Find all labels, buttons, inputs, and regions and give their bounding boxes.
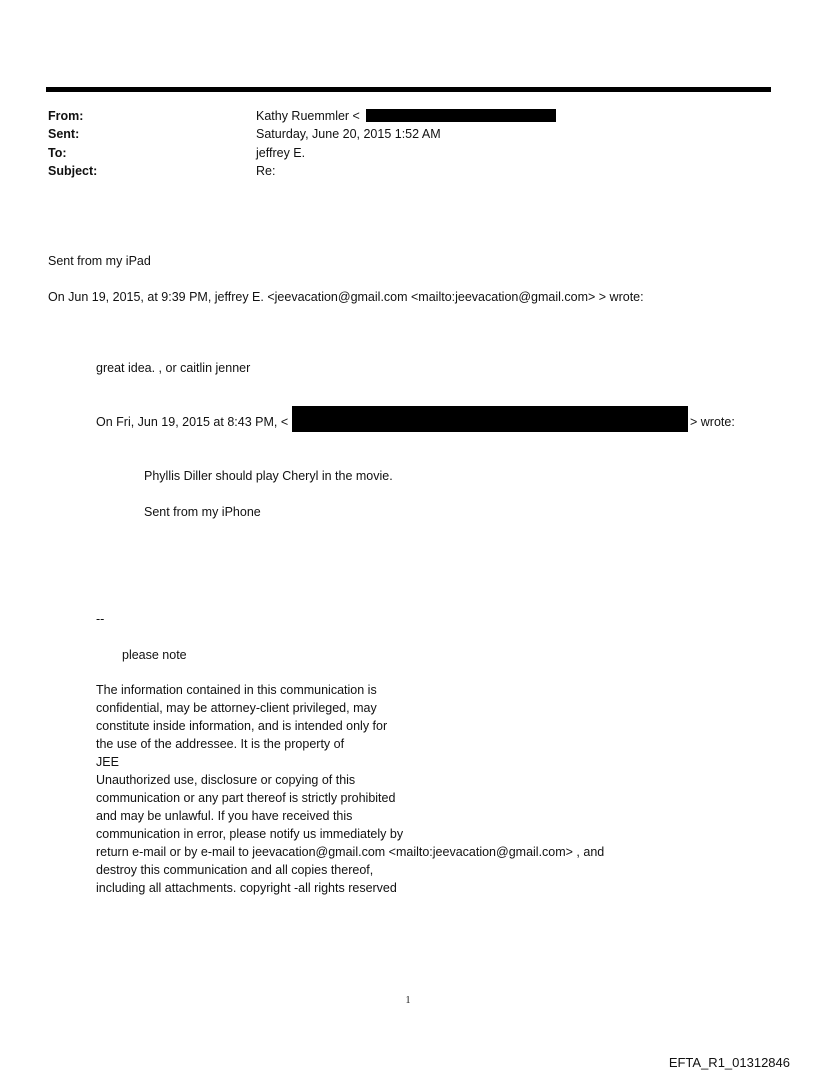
disclaimer-line: constitute inside information, and is intended only for <box>96 719 388 733</box>
sent-label: Sent: <box>48 127 80 141</box>
sent-from-iphone: Sent from my iPhone <box>144 505 261 519</box>
subject-label: Subject: <box>48 164 98 178</box>
from-value: Kathy Ruemmler < <box>256 109 360 123</box>
quote-header-1: On Jun 19, 2015, at 9:39 PM, jeffrey E. <jeevacation@gmail.com <mailto:jeevacation@gmail.com> > wrote: <box>48 290 644 304</box>
to-label: To: <box>48 146 67 160</box>
to-value: jeffrey E. <box>256 146 306 160</box>
from-label: From: <box>48 109 84 123</box>
page-number: 1 <box>405 995 411 1006</box>
sent-from-ipad: Sent from my iPad <box>48 254 151 268</box>
disclaimer-line: including all attachments. copyright -all rights reserved <box>96 881 397 895</box>
header-rule <box>46 87 771 92</box>
quote-header-2-start: On Fri, Jun 19, 2015 at 8:43 PM, < <box>96 415 289 429</box>
subject-value: Re: <box>256 164 276 178</box>
disclaimer-line: confidential, may be attorney-client privileged, may <box>96 701 377 715</box>
disclaimer-line: destroy this communication and all copies thereof, <box>96 863 374 877</box>
disclaimer-line: Unauthorized use, disclosure or copying of this <box>96 773 356 787</box>
disclaimer-line: communication in error, please notify us immediately by <box>96 827 404 841</box>
phyllis-line: Phyllis Diller should play Cheryl in the movie. <box>144 469 393 483</box>
disclaimer-line: return e-mail or by e-mail to jeevacation@gmail.com <mailto:jeevacation@gmail.com> , and <box>96 845 605 859</box>
disclaimer-line: The information contained in this communication is <box>96 683 377 697</box>
bates-number: EFTA_R1_01312846 <box>668 1055 790 1070</box>
signature-dashes: -- <box>96 612 105 626</box>
please-note: please note <box>122 648 187 662</box>
disclaimer-line: and may be unlawful. If you have received this <box>96 809 353 823</box>
disclaimer-line: communication or any part thereof is strictly prohibited <box>96 791 396 805</box>
quote-header-2-end: > wrote: <box>690 415 735 429</box>
disclaimer-line: the use of the addressee. It is the property of <box>96 737 345 751</box>
redaction-box <box>292 406 688 432</box>
redaction-box <box>366 109 556 122</box>
sent-value: Saturday, June 20, 2015 1:52 AM <box>256 127 441 141</box>
disclaimer-line: JEE <box>96 755 119 769</box>
reply-line: great idea. , or caitlin jenner <box>96 361 251 375</box>
disclaimer <box>96 681 696 897</box>
